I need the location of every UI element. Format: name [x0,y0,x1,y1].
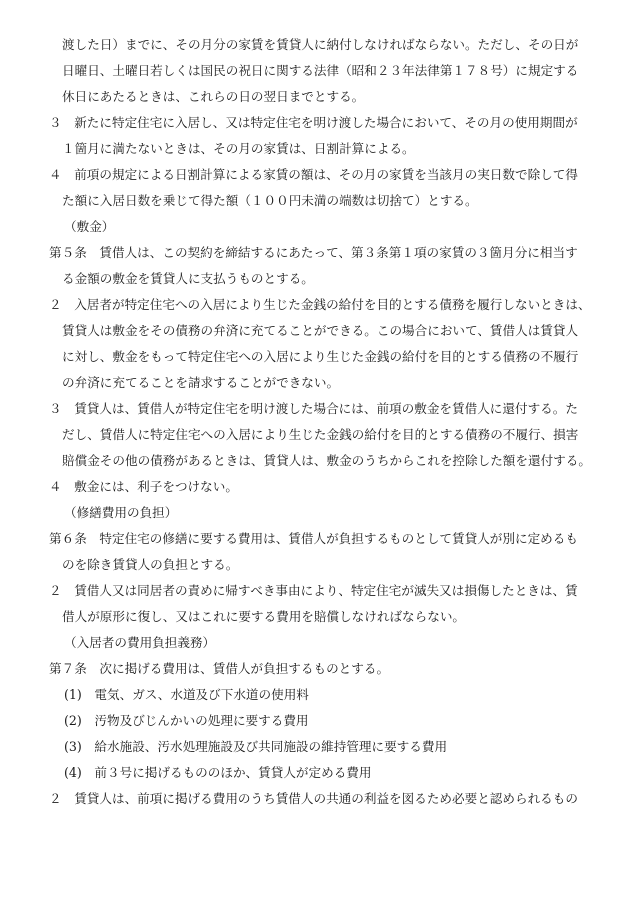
section-heading-repair-costs: （修繕費用の負担） [64,505,178,520]
item-3: (3) 給水施設、汚水処理施設及び共同施設の維持管理に要する費用 [64,739,448,754]
clause-3: ３ 賃貸人は、賃借人が特定住宅を明け渡した場合には、前項の敷金を賃借人に還付する。た [49,401,578,416]
clause-2: ２ 入居者が特定住宅への入居により生じた金銭の給付を目的とする債務を履行しないときは、 [49,297,591,312]
item-4: (4) 前３号に掲げるもののほか、賃貸人が定める費用 [64,765,372,780]
text-line: １箇月に満たないときは、その月の家賃は、日割計算による。 [62,141,415,156]
clause-4: ４ 前項の規定による日割計算による家賃の額は、その月の家賃を当該月の実日数で除して得 [49,167,578,182]
text-line: る金額の敷金を賃貸人に支払うものとする。 [62,271,314,286]
text-line: 賠償金その他の債務があるときは、賃貸人は、敷金のうちからこれを控除した額を還付する。 [62,453,591,468]
item-2: (2) 汚物及びじんかいの処理に要する費用 [64,713,309,728]
text-line: だし、賃借人に特定住宅への入居により生じた金銭の給付を目的とする債務の不履行、損害 [62,427,579,442]
text-line: 休日にあたるときは、これらの日の翌日までとする。 [62,89,365,104]
item-1: (1) 電気、ガス、水道及び下水道の使用料 [64,687,309,702]
text-line: の弁済に充てることを請求することができない。 [62,375,340,390]
text-line: のを除き賃貸人の負担とする。 [62,557,239,572]
text-line: 借人が原形に復し、又はこれに要する費用を賠償しなければならない。 [62,609,465,624]
article-5: 第５条 賃借人は、この契約を締結するにあたって、第３条第１項の家賃の３箇月分に相当す [49,245,578,260]
text-line: た額に入居日数を乗じて得た額（１００円未満の端数は切捨て）とする。 [62,193,478,208]
article-6: 第６条 特定住宅の修繕に要する費用は、賃借人が負担するものとして賃貸人が別に定めるも [49,531,578,546]
clause-4: ４ 敷金には、利子をつけない。 [49,479,238,494]
clause-2: ２ 賃貸人は、前項に掲げる費用のうち賃借人の共通の利益を図るため必要と認められるもの [49,791,578,806]
text-line: 渡した日）までに、その月分の家賃を賃貸人に納付しなければならない。ただし、その日が [62,37,579,52]
section-heading-deposit: （敷金） [64,219,115,234]
text-line: に対し、敷金をもって特定住宅への入居により生じた金銭の給付を目的とする債務の不履行 [62,349,579,364]
clause-3: ３ 新たに特定住宅に入居し、又は特定住宅を明け渡した場合において、その月の使用期間が [49,115,578,130]
text-line: 賃貸人は敷金をその債務の弁済に充てることができる。この場合において、賃借人は賃貸人 [62,323,579,338]
article-7: 第７条 次に掲げる費用は、賃借人が負担するものとする。 [49,661,390,676]
text-line: 日曜日、土曜日若しくは国民の祝日に関する法律（昭和２３年法律第１７８号）に規定する [62,63,579,78]
section-heading-tenant-costs: （入居者の費用負担義務） [64,635,216,650]
clause-2: ２ 賃借人又は同居者の責めに帰すべき事由により、特定住宅が滅失又は損傷したときは、賃 [49,583,578,598]
